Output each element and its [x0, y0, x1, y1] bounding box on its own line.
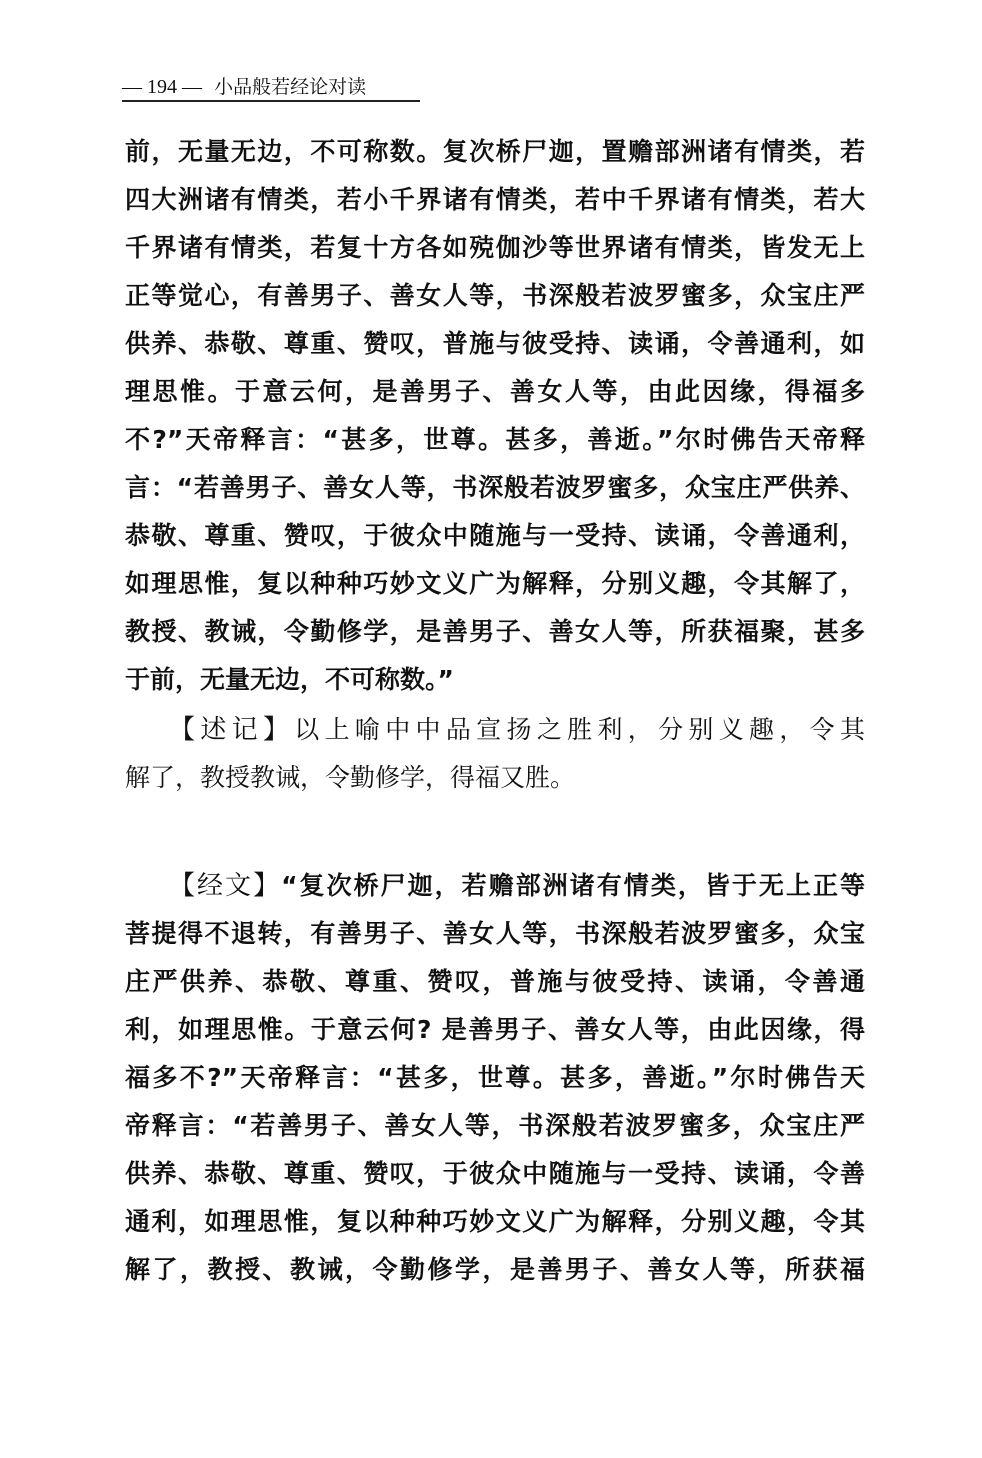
text-line: 理思惟。于意云何，是善男子、善女人等，由此因缘，得福多: [125, 377, 865, 406]
book-title: 小品般若经论对读: [214, 76, 367, 98]
text-line: 利，如理思惟。于意云何? 是善男子、善女人等，由此因缘，得: [125, 1015, 865, 1044]
text-line: 供养、恭敬、尊重、赞叹，于彼众中随施与一受持、读诵，令善: [125, 1159, 865, 1188]
text-line: 恭敬、尊重、赞叹，于彼众中随施与一受持、读诵，令善通利，: [125, 521, 865, 550]
running-header: [122, 74, 420, 102]
text-line: 福多不?”天帝释言：“甚多，世尊。甚多，善逝。”尔时佛告天: [125, 1063, 865, 1092]
commentary-paragraph: [125, 706, 865, 802]
text-line: 千界诸有情类，若复十方各如殑伽沙等世界诸有情类，皆发无上: [125, 233, 865, 262]
text-line: 解了，教授教诫，令勤修学，得福又胜。: [125, 763, 576, 792]
text-line: 以上喻中中品宣扬之胜利，分别义趣，令其: [294, 715, 865, 744]
text-line: 言：“若善男子、善女人等，书深般若波罗蜜多，众宝庄严供养、: [125, 473, 865, 502]
text-line: 不?”天帝释言：“甚多，世尊。甚多，善逝。”尔时佛告天帝释: [125, 425, 865, 454]
text-line: 通利，如理思惟，复以种种巧妙文义广为解释，分别义趣，令其: [125, 1207, 865, 1236]
page-number: — 194 —: [122, 76, 202, 98]
sutra-label: 【经文】: [169, 871, 282, 901]
text-line: 庄严供养、恭敬、尊重、赞叹，普施与彼受持、读诵，令善通: [125, 967, 865, 996]
text-line: 帝释言：“若善男子、善女人等，书深般若波罗蜜多，众宝庄严: [125, 1111, 865, 1140]
text-line: “复次桥尸迦，若赡部洲诸有情类，皆于无上正等: [281, 871, 865, 900]
text-line: 于前，无量无边，不可称数。”: [125, 665, 454, 694]
text-line: 如理思惟，复以种种巧妙文义广为解释，分别义趣，令其解了，: [125, 569, 865, 598]
text-line: 正等觉心，有善男子、善女人等，书深般若波罗蜜多，众宝庄严: [125, 281, 865, 310]
sutra-paragraph: [125, 862, 865, 1294]
text-line: 教授、教诫，令勤修学，是善男子、善女人等，所获福聚，甚多: [125, 617, 865, 646]
text-line: 菩提得不退转，有善男子、善女人等，书深般若波罗蜜多，众宝: [125, 919, 865, 948]
sutra-passage-continued: [125, 128, 865, 704]
text-line: 四大洲诸有情类，若小千界诸有情类，若中千界诸有情类，若大: [125, 185, 865, 214]
commentary-label: 【述记】: [169, 715, 295, 745]
text-line: 前，无量无边，不可称数。复次桥尸迦，置赡部洲诸有情类，若: [125, 137, 865, 166]
text-line: 供养、恭敬、尊重、赞叹，普施与彼受持、读诵，令善通利，如: [125, 329, 865, 358]
text-line: 解了，教授、教诫，令勤修学，是善男子、善女人等，所获福: [125, 1255, 865, 1284]
